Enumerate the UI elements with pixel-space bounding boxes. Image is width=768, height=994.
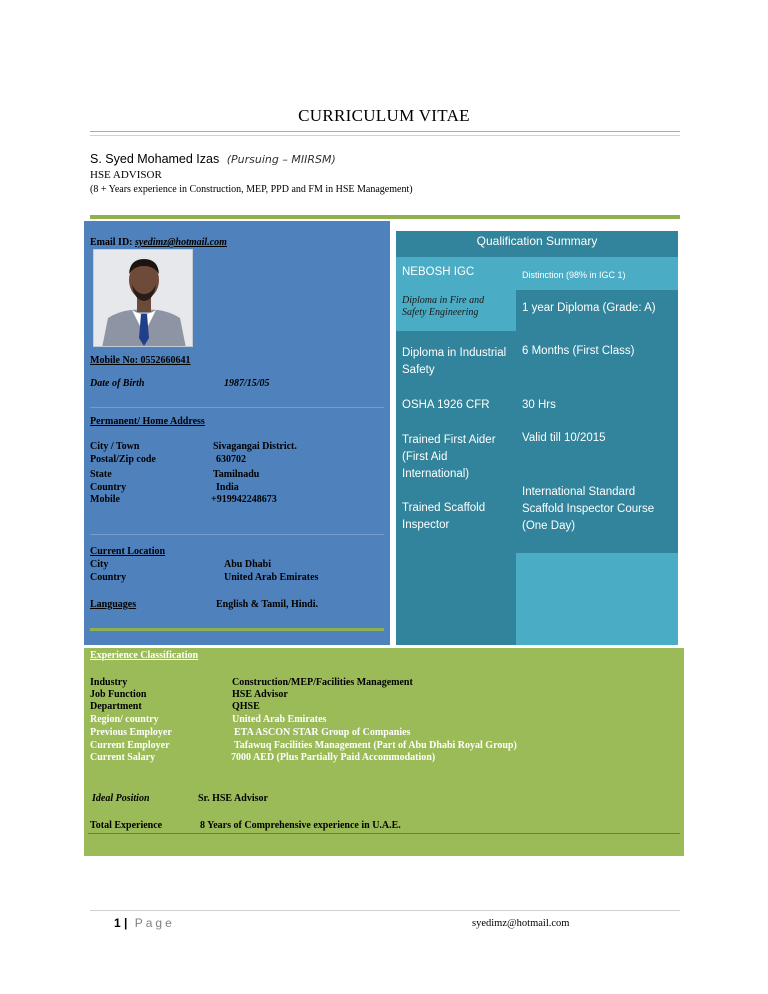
candidate-name-line (90, 152, 336, 166)
qualification-heading: Qualification Summary (396, 231, 678, 257)
qualification-row (396, 331, 678, 383)
candidate-name-suffix: (Pursuing – MIIRSM) (226, 153, 336, 166)
email-label: Email ID: (90, 237, 133, 248)
qualification-row (396, 429, 678, 483)
mobile-number: Mobile No: 0552660641 (90, 355, 191, 366)
experience-label: Job Function (90, 689, 147, 700)
qualification-name: NEBOSH IGC (396, 257, 516, 290)
languages-label: Languages (90, 599, 137, 610)
ideal-position-value: Sr. HSE Advisor (198, 793, 268, 804)
section-divider (90, 407, 384, 408)
experience-label: Previous Employer (90, 727, 172, 738)
document-title: CURRICULUM VITAE (298, 106, 470, 125)
email-row (90, 237, 227, 248)
experience-label: Current Employer (90, 740, 170, 751)
qualification-table (396, 231, 678, 645)
experience-value: Construction/MEP/Facilities Management (232, 677, 413, 688)
total-experience-value: 8 Years of Comprehensive experience in U.A.E. (200, 820, 401, 831)
qualification-name: Trained Scaffold Inspector (396, 483, 516, 553)
experience-label: Current Salary (90, 752, 156, 763)
experience-value: United Arab Emirates (232, 714, 327, 725)
qualification-row (396, 483, 678, 553)
dob-value: 1987/15/05 (224, 378, 270, 389)
footer-email: syedimz@hotmail.com (472, 918, 570, 929)
qualification-result (516, 553, 678, 645)
permanent-address-heading: Permanent/ Home Address (90, 416, 205, 427)
dob-label: Date of Birth (90, 378, 145, 389)
header-divider (90, 215, 680, 219)
qualification-name: OSHA 1926 CFR (396, 383, 516, 429)
title-rule (90, 131, 680, 132)
qualification-row (396, 290, 678, 331)
experience-panel (84, 648, 684, 856)
qualification-result: 6 Months (First Class) (516, 331, 678, 383)
email-link[interactable]: syedimz@hotmail.com (135, 237, 227, 248)
person-photo-icon (94, 250, 193, 347)
address-label: State (90, 469, 112, 480)
address-label: Postal/Zip code (90, 454, 156, 465)
experience-value: Tafawuq Facilities Management (Part of Abu Dhabi Royal Group) (234, 740, 517, 751)
candidate-name: S. Syed Mohamed Izas (90, 152, 220, 166)
experience-divider (88, 833, 680, 834)
personal-details-panel (84, 221, 390, 645)
page-indicator (114, 916, 175, 930)
section-divider (90, 534, 384, 535)
languages-value: English & Tamil, Hindi. (216, 599, 318, 610)
experience-value: HSE Advisor (232, 689, 288, 700)
qualification-result: International Standard Scaffold Inspector Course (One Day) (516, 483, 678, 553)
address-label: Mobile (90, 494, 120, 505)
qualification-result: Valid till 10/2015 (516, 429, 678, 483)
experience-label: Industry (90, 677, 128, 688)
experience-label: Region/ country (90, 714, 159, 725)
qualification-result: 30 Hrs (516, 383, 678, 429)
page-word: Page (134, 916, 175, 930)
experience-heading: Experience Classification (90, 650, 199, 661)
page-separator: | (124, 916, 128, 930)
ideal-position-label: Ideal Position (92, 793, 150, 804)
panel-divider (90, 628, 384, 631)
address-value: India (216, 482, 239, 493)
qualification-row (396, 553, 678, 645)
address-value: 630702 (216, 454, 246, 465)
experience-value: 7000 AED (Plus Partially Paid Accommodation) (231, 752, 436, 763)
experience-label: Department (90, 701, 142, 712)
current-location-heading: Current Location (90, 546, 166, 557)
address-label: Country (90, 482, 127, 493)
candidate-role: HSE ADVISOR (90, 169, 162, 181)
address-label: City / Town (90, 441, 140, 452)
qualification-result: Distinction (98% in IGC 1) (516, 257, 678, 290)
experience-summary: (8 + Years experience in Construction, MEP, PPD and FM in HSE Management) (90, 184, 413, 195)
profile-photo (93, 249, 193, 347)
experience-value: QHSE (232, 701, 260, 712)
footer-rule (90, 910, 680, 911)
qualification-result: 1 year Diploma (Grade: A) (516, 290, 678, 331)
total-experience-label: Total Experience (90, 820, 163, 831)
qualification-row (396, 257, 678, 290)
qualification-name (396, 553, 516, 645)
title-rule-secondary (90, 135, 680, 136)
qualification-name: Diploma in Industrial Safety (396, 331, 516, 383)
location-value: Abu Dhabi (224, 559, 271, 570)
location-value: United Arab Emirates (224, 572, 319, 583)
qualification-row (396, 383, 678, 429)
address-value: +919942248673 (211, 494, 277, 505)
experience-value: ETA ASCON STAR Group of Companies (234, 727, 411, 738)
page-number: 1 (114, 916, 121, 930)
qualification-name: Diploma in Fire and Safety Engineering (396, 290, 516, 331)
address-value: Tamilnadu (213, 469, 260, 480)
qualification-name: Trained First Aider (First Aid International) (396, 429, 516, 483)
address-value: Sivagangai District. (213, 441, 297, 452)
location-label: Country (90, 572, 127, 583)
location-label: City (90, 559, 109, 570)
